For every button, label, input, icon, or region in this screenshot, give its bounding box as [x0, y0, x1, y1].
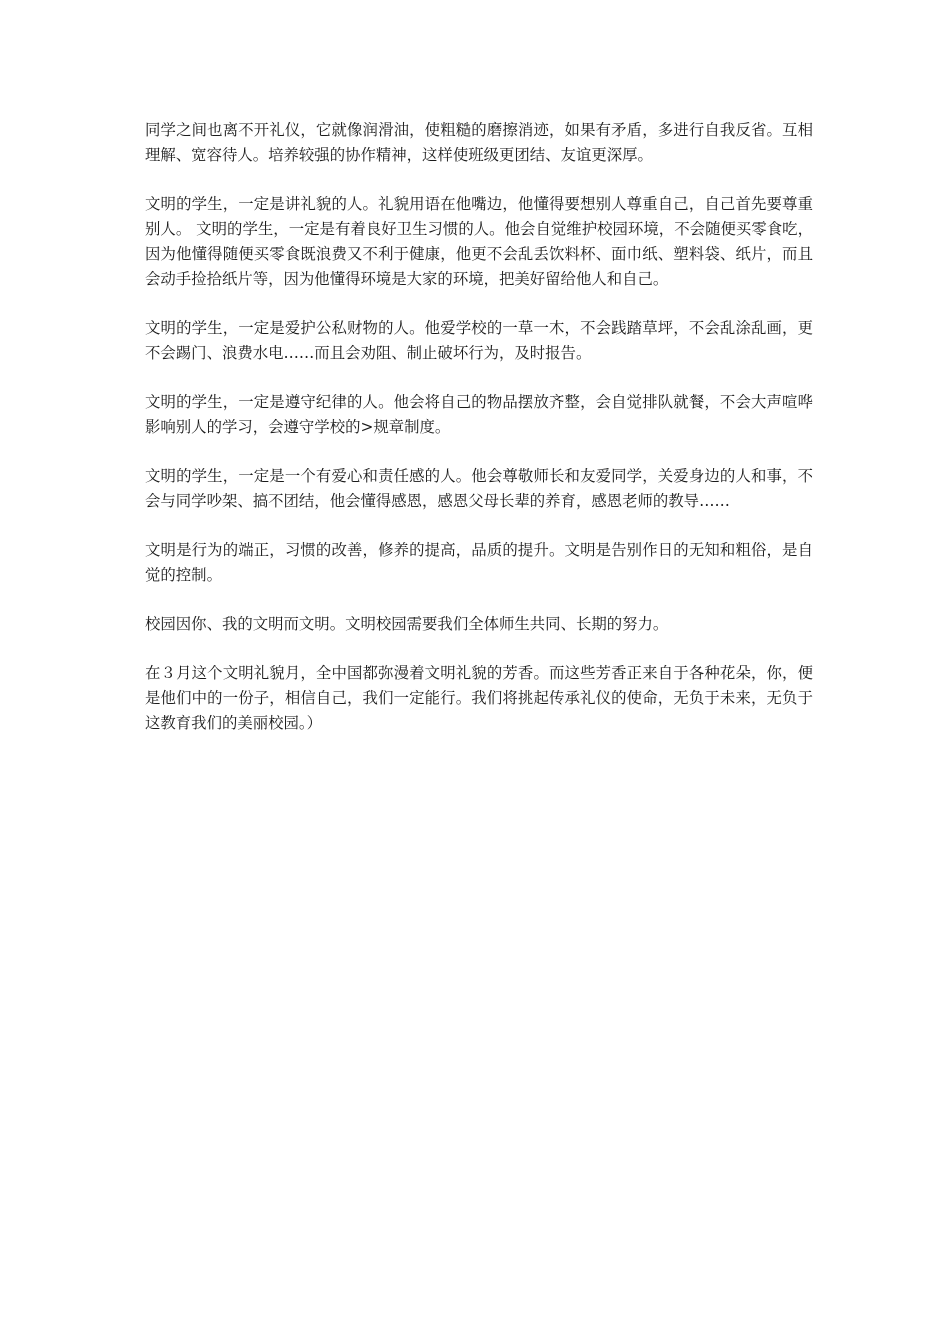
paragraph-6: 文明是行为的端正，习惯的改善，修养的提高，品质的提升。文明是告别作日的无知和粗俗，是自觉的控制。: [145, 541, 813, 584]
paragraph-3: 文明的学生，一定是爱护公私财物的人。他爱学校的一草一木，不会践踏草坪，不会乱涂乱画，更不会踢门、浪费水电……而且会劝阻、制止破坏行为，及时报告。: [145, 319, 813, 362]
paragraph-5: 文明的学生，一定是一个有爱心和责任感的人。他会尊敬师长和友爱同学，关爱身边的人和事，不会与同学吵架、搞不团结，他会懂得感恩，感恩父母长辈的养育，感恩老师的教导……: [145, 467, 813, 510]
paragraph-8: 在３月这个文明礼貌月，全中国都弥漫着文明礼貌的芳香。而这些芳香正来自于各种花朵，你，便是他们中的一份子，相信自己，我们一定能行。我们将挑起传承礼仪的使命，无负于未来，无负于这教育我们的美丽校园。）: [145, 664, 813, 732]
document-body: [145, 118, 813, 736]
paragraph-2: 文明的学生，一定是讲礼貌的人。礼貌用语在他嘴边，他懂得要想别人尊重自己，自己首先要尊重别人。 文明的学生，一定是有着良好卫生习惯的人。他会自觉维护校园环境，不会随便买零食吃，因为他懂得随便买零食既浪费又不利于健康，他更不会乱丢饮料杯、面巾纸、塑料袋、纸片，而且会动手捡拾纸片等，因为他懂得环境是大家的环境，把美好留给他人和自己。: [145, 195, 813, 288]
paragraph-7: 校园因你、我的文明而文明。文明校园需要我们全体师生共同、长期的努力。: [145, 615, 669, 633]
paragraph-1: 同学之间也离不开礼仪，它就像润滑油，使粗糙的磨擦消迹，如果有矛盾，多进行自我反省。互相理解、宽容待人。培养较强的协作精神，这样使班级更团结、友谊更深厚。: [145, 121, 813, 164]
paragraph-4: 文明的学生，一定是遵守纪律的人。他会将自己的物品摆放齐整，会自觉排队就餐，不会大声喧哗影响别人的学习，会遵守学校的>规章制度。: [145, 393, 813, 436]
